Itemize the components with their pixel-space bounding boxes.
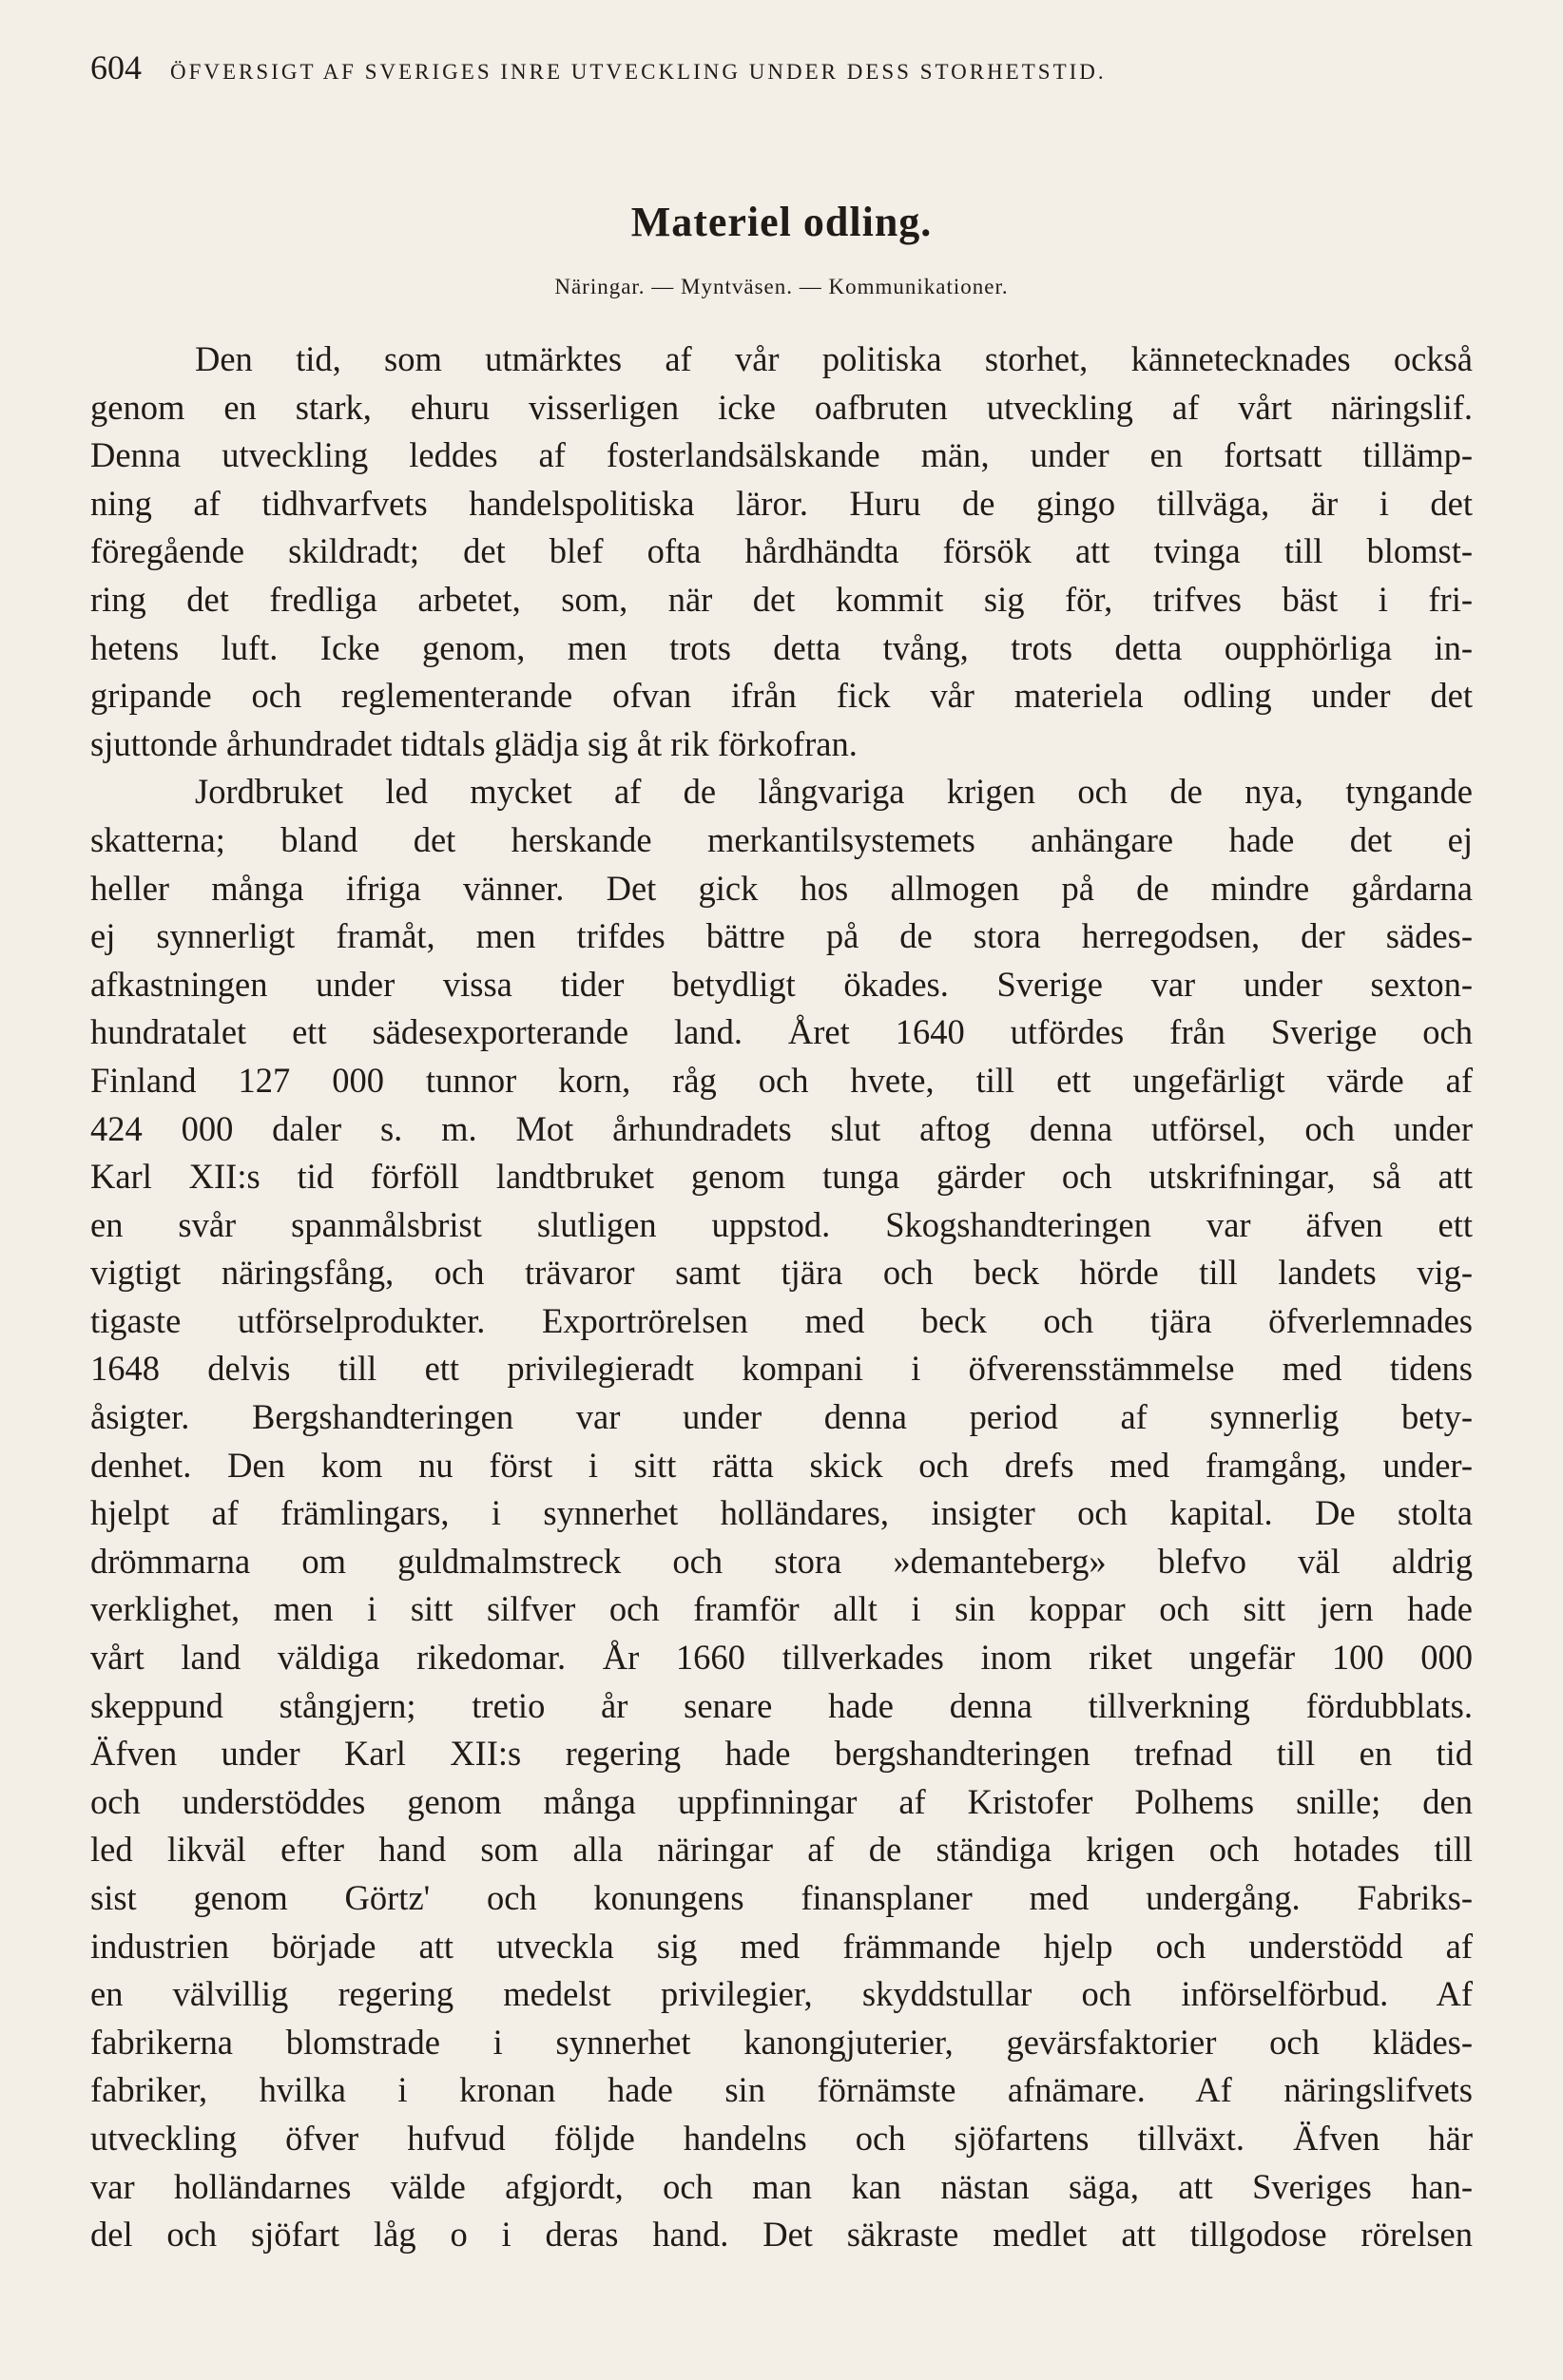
running-head — [90, 48, 1473, 105]
text-line: Äfven under Karl XII:s regering hade bergshandteringen trefnad till en tid — [90, 1734, 1473, 1774]
text-line: fabriker, hvilka i kronan hade sin förnämste afnämare. Af näringslifvets — [90, 2070, 1473, 2110]
text-line: 1648 delvis till ett privilegieradt kompani i öfverensstämmelse med tidens — [90, 1349, 1473, 1389]
text-line: denhet. Den kom nu först i sitt rätta skick och drefs med framgång, under- — [90, 1445, 1473, 1485]
text-line: hundratalet ett sädesexporterande land. Året 1640 utfördes från Sverige och — [90, 1012, 1473, 1052]
text-line: afkastningen under vissa tider betydligt ökades. Sverige var under sexton- — [90, 964, 1473, 1004]
text-line: Karl XII:s tid förföll landtbruket genom tunga gärder och utskrifningar, så att — [90, 1157, 1473, 1197]
text-line: led likväl efter hand som alla näringar af de ständiga krigen och hotades till — [90, 1830, 1473, 1870]
text-line: skatterna; bland det herskande merkantilsystemets anhängare hade det ej — [90, 819, 1473, 859]
text-line: genom en stark, ehuru visserligen icke oafbruten utveckling af vårt näringslif. — [90, 387, 1473, 427]
body-text — [90, 336, 1473, 2259]
text-line: vårt land väldiga rikedomar. År 1660 tillverkades inom riket ungefär 100 000 — [90, 1638, 1473, 1678]
text-line: hetens luft. Icke genom, men trots detta tvång, trots detta oupphörliga in- — [90, 627, 1473, 667]
text-line: Finland 127 000 tunnor korn, råg och hvete, till ett ungefärligt värde af — [90, 1060, 1473, 1100]
text-line: en svår spanmålsbrist slutligen uppstod. Skogshandteringen var äfven ett — [90, 1204, 1473, 1244]
text-line: ej synnerligt framåt, men trifdes bättre på de stora herregodsen, der sädes- — [90, 916, 1473, 956]
section-title: Materiel odling. — [630, 199, 933, 245]
section-subtitle: Näringar. — Myntväsen. — Kommunikationer. — [554, 275, 1009, 298]
text-line: åsigter. Bergshandteringen var under denna period af synnerlig bety- — [90, 1397, 1473, 1437]
text-line: och understöddes genom många uppfinningar af Kristofer Polhems snille; den — [90, 1781, 1473, 1821]
text-line: 424 000 daler s. m. Mot århundradets slut aftog denna utförsel, och under — [90, 1108, 1473, 1148]
text-line: ring det fredliga arbetet, som, när det kommit sig för, trifves bäst i fri- — [90, 579, 1473, 619]
text-line: industrien började att utveckla sig med främmande hjelp och understödd af — [90, 1926, 1473, 1966]
text-line: del och sjöfart låg o i deras hand. Det säkraste medlet att tillgodose rörelsen — [90, 2215, 1473, 2255]
text-line: fabrikerna blomstrade i synnerhet kanongjuterier, gevärsfaktorier och klädes- — [90, 2022, 1473, 2062]
text-line: vigtigt näringsfång, och trävaror samt tjära och beck hörde till landets vig- — [90, 1253, 1473, 1293]
text-line: föregående skildradt; det blef ofta hårdhändta försök att tvinga till blomst- — [90, 531, 1473, 571]
text-line: verklighet, men i sitt silfver och framför allt i sin koppar och sitt jern hade — [90, 1589, 1473, 1629]
text-line: tigaste utförselprodukter. Exportrörelsen med beck och tjära öfverlemnades — [90, 1300, 1473, 1340]
text-line: skeppund stångjern; tretio år senare hade denna tillverkning fördubblats. — [90, 1685, 1473, 1725]
text-line: drömmarna om guldmalmstreck och stora »demanteberg» blefvo väl aldrig — [90, 1541, 1473, 1581]
text-line: var holländarnes välde afgjordt, och man kan nästan säga, att Sveriges han- — [90, 2166, 1473, 2206]
text-line: ning af tidhvarfvets handelspolitiska läror. Huru de gingo tillväga, är i det — [90, 483, 1473, 523]
text-line: utveckling öfver hufvud följde handelns och sjöfartens tillväxt. Äfven här — [90, 2118, 1473, 2158]
text-line: Jordbruket led mycket af de långvariga krigen och de nya, tyngande — [195, 772, 1473, 812]
text-line: hjelpt af främlingars, i synnerhet holländares, insigter och kapital. De stolta — [90, 1493, 1473, 1533]
text-line: Denna utveckling leddes af fosterlandsälskande män, under en fortsatt tillämp- — [90, 435, 1473, 475]
text-line: gripande och reglementerande ofvan ifrån fick vår materiela odling under det — [90, 676, 1473, 716]
text-line: Den tid, som utmärktes af vår politiska storhet, kännetecknades också — [195, 339, 1473, 378]
text-line: heller många ifriga vänner. Det gick hos allmogen på de mindre gårdarna — [90, 868, 1473, 908]
page-number: 604 — [90, 48, 142, 86]
text-line: sjuttonde århundradet tidtals glädja sig åt rik förkofran. — [90, 723, 858, 763]
running-title: ÖFVERSIGT AF SVERIGES INRE UTVECKLING UNDER DESS STORHETSTID. — [170, 60, 1107, 84]
text-line: en välvillig regering medelst privilegier, skyddstullar och införselförbud. Af — [90, 1974, 1473, 2014]
text-line: sist genom Görtz' och konungens finansplaner med undergång. Fabriks- — [90, 1878, 1473, 1917]
